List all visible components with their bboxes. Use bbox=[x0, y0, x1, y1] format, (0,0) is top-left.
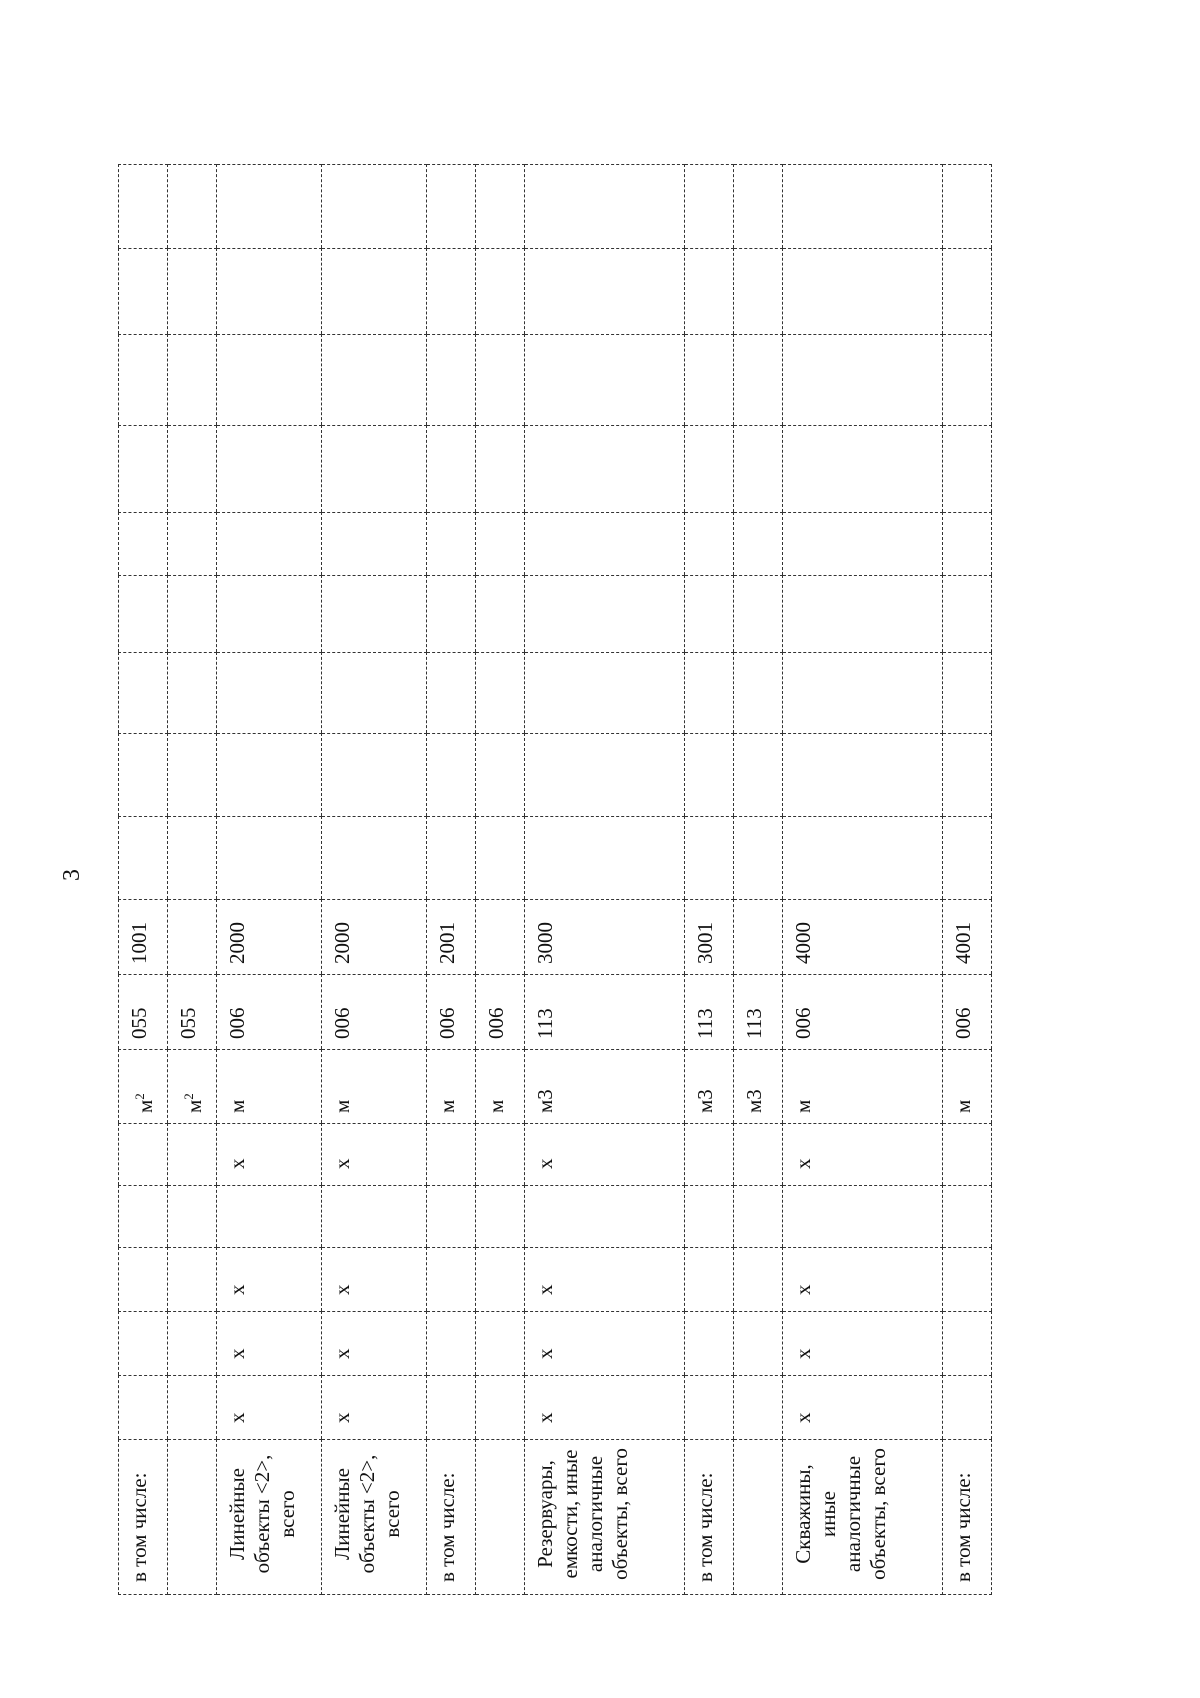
value-cell bbox=[525, 165, 685, 249]
unit-cell bbox=[168, 1050, 217, 1124]
value-cell bbox=[427, 249, 476, 335]
marker-cell bbox=[168, 1186, 217, 1248]
marker-cell bbox=[943, 1376, 992, 1440]
value-cell bbox=[734, 734, 783, 817]
value-cell bbox=[119, 426, 168, 513]
unit-cell bbox=[427, 1050, 476, 1124]
okei-code-cell: 006 bbox=[476, 975, 525, 1050]
unit-text: м bbox=[791, 1099, 815, 1113]
marker-cell bbox=[217, 1186, 322, 1248]
value-cell bbox=[427, 426, 476, 513]
marker-cell bbox=[168, 1248, 217, 1312]
unit-cell bbox=[943, 1050, 992, 1124]
value-cell bbox=[322, 653, 427, 734]
value-cell bbox=[217, 653, 322, 734]
line-code-cell: 1001 bbox=[119, 900, 168, 975]
marker-cell bbox=[943, 1312, 992, 1376]
value-cell bbox=[427, 335, 476, 426]
marker-cell bbox=[119, 1376, 168, 1440]
marker-cell: х bbox=[783, 1376, 943, 1440]
unit-cell bbox=[734, 1050, 783, 1124]
table-row bbox=[685, 165, 734, 1595]
rotated-table-container bbox=[118, 265, 996, 1595]
value-cell bbox=[217, 335, 322, 426]
value-cell bbox=[168, 653, 217, 734]
marker-cell bbox=[685, 1124, 734, 1186]
value-cell bbox=[783, 576, 943, 653]
row-name-cell bbox=[734, 1440, 783, 1595]
value-cell bbox=[217, 576, 322, 653]
value-cell bbox=[525, 335, 685, 426]
value-cell bbox=[685, 513, 734, 576]
unit-cell bbox=[476, 1050, 525, 1124]
marker-cell bbox=[322, 1186, 427, 1248]
value-cell bbox=[476, 335, 525, 426]
value-cell bbox=[783, 653, 943, 734]
line-code-cell: 2001 bbox=[427, 900, 476, 975]
marker-cell bbox=[525, 1186, 685, 1248]
value-cell bbox=[943, 249, 992, 335]
row-name-cell: в том числе: bbox=[943, 1440, 992, 1595]
value-cell bbox=[168, 513, 217, 576]
marker-cell bbox=[943, 1124, 992, 1186]
unit-text: м bbox=[133, 1099, 157, 1113]
unit-cell bbox=[119, 1050, 168, 1124]
marker-cell: х bbox=[525, 1376, 685, 1440]
value-cell bbox=[943, 576, 992, 653]
marker-cell bbox=[476, 1186, 525, 1248]
value-cell bbox=[525, 734, 685, 817]
row-name-cell bbox=[168, 1440, 217, 1595]
marker-cell bbox=[685, 1248, 734, 1312]
value-cell bbox=[476, 426, 525, 513]
value-cell bbox=[525, 249, 685, 335]
marker-cell bbox=[476, 1376, 525, 1440]
line-code-cell: 3000 bbox=[525, 900, 685, 975]
unit-cell bbox=[322, 1050, 427, 1124]
value-cell bbox=[734, 576, 783, 653]
value-cell bbox=[119, 513, 168, 576]
marker-cell: х bbox=[322, 1312, 427, 1376]
marker-cell bbox=[734, 1124, 783, 1186]
marker-cell bbox=[476, 1248, 525, 1312]
value-cell bbox=[783, 734, 943, 817]
unit-text: м bbox=[182, 1099, 206, 1113]
value-cell bbox=[119, 165, 168, 249]
value-cell bbox=[168, 576, 217, 653]
value-cell bbox=[476, 653, 525, 734]
value-cell bbox=[685, 576, 734, 653]
row-name-cell: в том числе: bbox=[119, 1440, 168, 1595]
value-cell bbox=[685, 335, 734, 426]
data-table bbox=[118, 164, 992, 1595]
value-cell bbox=[168, 249, 217, 335]
value-cell bbox=[476, 165, 525, 249]
value-cell bbox=[943, 817, 992, 900]
value-cell bbox=[217, 817, 322, 900]
value-cell bbox=[734, 426, 783, 513]
okei-code-cell: 006 bbox=[943, 975, 992, 1050]
marker-cell bbox=[685, 1376, 734, 1440]
line-code-cell: 3001 bbox=[685, 900, 734, 975]
value-cell bbox=[734, 653, 783, 734]
marker-cell bbox=[168, 1376, 217, 1440]
value-cell bbox=[525, 576, 685, 653]
marker-cell bbox=[427, 1376, 476, 1440]
unit-superscript: 2 bbox=[132, 1093, 147, 1100]
marker-cell bbox=[943, 1248, 992, 1312]
value-cell bbox=[476, 513, 525, 576]
marker-cell bbox=[427, 1312, 476, 1376]
value-cell bbox=[783, 165, 943, 249]
okei-code-cell: 006 bbox=[427, 975, 476, 1050]
value-cell bbox=[322, 426, 427, 513]
marker-cell: х bbox=[217, 1124, 322, 1186]
value-cell bbox=[943, 653, 992, 734]
marker-cell: х bbox=[322, 1124, 427, 1186]
unit-text: м bbox=[435, 1099, 459, 1113]
value-cell bbox=[119, 734, 168, 817]
value-cell bbox=[119, 576, 168, 653]
table-row bbox=[525, 165, 685, 1595]
value-cell bbox=[476, 734, 525, 817]
value-cell bbox=[943, 335, 992, 426]
marker-cell bbox=[119, 1186, 168, 1248]
value-cell bbox=[525, 653, 685, 734]
value-cell bbox=[476, 817, 525, 900]
marker-cell: х bbox=[783, 1124, 943, 1186]
table-body bbox=[119, 165, 992, 1595]
line-code-cell bbox=[734, 900, 783, 975]
value-cell bbox=[427, 513, 476, 576]
table-row bbox=[734, 165, 783, 1595]
marker-cell bbox=[168, 1312, 217, 1376]
value-cell bbox=[168, 817, 217, 900]
table-row bbox=[783, 165, 943, 1595]
value-cell bbox=[119, 817, 168, 900]
value-cell bbox=[168, 335, 217, 426]
line-code-cell: 2000 bbox=[217, 900, 322, 975]
row-name-cell: Скважины, иные аналогичные объекты, всего bbox=[783, 1440, 943, 1595]
okei-code-cell: 006 bbox=[783, 975, 943, 1050]
marker-cell bbox=[427, 1248, 476, 1312]
table-row bbox=[119, 165, 168, 1595]
marker-cell bbox=[168, 1124, 217, 1186]
marker-cell: х bbox=[322, 1248, 427, 1312]
value-cell bbox=[119, 653, 168, 734]
table-row bbox=[322, 165, 427, 1595]
marker-cell bbox=[943, 1186, 992, 1248]
value-cell bbox=[685, 734, 734, 817]
okei-code-cell: 055 bbox=[119, 975, 168, 1050]
value-cell bbox=[943, 426, 992, 513]
value-cell bbox=[685, 165, 734, 249]
value-cell bbox=[734, 165, 783, 249]
row-name-cell: Линейные объекты <2>, всего bbox=[217, 1440, 322, 1595]
marker-cell bbox=[734, 1186, 783, 1248]
unit-cell bbox=[217, 1050, 322, 1124]
value-cell bbox=[119, 249, 168, 335]
value-cell bbox=[685, 653, 734, 734]
marker-cell: х bbox=[783, 1312, 943, 1376]
unit-text: м bbox=[484, 1099, 508, 1113]
value-cell bbox=[322, 513, 427, 576]
value-cell bbox=[322, 249, 427, 335]
table-row bbox=[217, 165, 322, 1595]
value-cell bbox=[217, 513, 322, 576]
value-cell bbox=[943, 165, 992, 249]
value-cell bbox=[217, 249, 322, 335]
value-cell bbox=[322, 734, 427, 817]
marker-cell: х bbox=[217, 1248, 322, 1312]
marker-cell bbox=[476, 1124, 525, 1186]
value-cell bbox=[427, 734, 476, 817]
value-cell bbox=[476, 249, 525, 335]
marker-cell bbox=[734, 1312, 783, 1376]
table-row bbox=[427, 165, 476, 1595]
okei-code-cell: 055 bbox=[168, 975, 217, 1050]
value-cell bbox=[322, 165, 427, 249]
marker-cell: х bbox=[525, 1248, 685, 1312]
page-number: 3 bbox=[59, 869, 85, 881]
value-cell bbox=[168, 734, 217, 817]
value-cell bbox=[525, 426, 685, 513]
value-cell bbox=[427, 653, 476, 734]
value-cell bbox=[783, 817, 943, 900]
table-row bbox=[168, 165, 217, 1595]
unit-superscript: 2 bbox=[181, 1093, 196, 1100]
row-name-cell: Резервуары, емкости, иные аналогичные объекты, всего bbox=[525, 1440, 685, 1595]
line-code-cell bbox=[476, 900, 525, 975]
marker-cell bbox=[476, 1312, 525, 1376]
marker-cell bbox=[685, 1186, 734, 1248]
value-cell bbox=[685, 426, 734, 513]
marker-cell bbox=[734, 1248, 783, 1312]
value-cell bbox=[427, 165, 476, 249]
line-code-cell bbox=[168, 900, 217, 975]
value-cell bbox=[734, 335, 783, 426]
marker-cell bbox=[119, 1248, 168, 1312]
table-row bbox=[476, 165, 525, 1595]
value-cell bbox=[943, 734, 992, 817]
okei-code-cell: 006 bbox=[217, 975, 322, 1050]
value-cell bbox=[217, 734, 322, 817]
row-name-cell bbox=[476, 1440, 525, 1595]
value-cell bbox=[734, 817, 783, 900]
marker-cell: х bbox=[322, 1376, 427, 1440]
marker-cell bbox=[119, 1124, 168, 1186]
marker-cell: х bbox=[525, 1312, 685, 1376]
value-cell bbox=[943, 513, 992, 576]
value-cell bbox=[427, 576, 476, 653]
marker-cell: х bbox=[525, 1124, 685, 1186]
unit-cell bbox=[783, 1050, 943, 1124]
value-cell bbox=[217, 426, 322, 513]
value-cell bbox=[783, 513, 943, 576]
marker-cell bbox=[734, 1376, 783, 1440]
row-name-cell: в том числе: bbox=[427, 1440, 476, 1595]
table-frame bbox=[118, 265, 996, 1595]
unit-cell bbox=[525, 1050, 685, 1124]
unit-cell bbox=[685, 1050, 734, 1124]
marker-cell bbox=[685, 1312, 734, 1376]
value-cell bbox=[685, 817, 734, 900]
unit-text: м3 bbox=[533, 1089, 557, 1113]
marker-cell: х bbox=[217, 1376, 322, 1440]
table-row bbox=[943, 165, 992, 1595]
unit-text: м bbox=[951, 1099, 975, 1113]
marker-cell: х bbox=[783, 1248, 943, 1312]
unit-text: м bbox=[225, 1099, 249, 1113]
marker-cell bbox=[427, 1186, 476, 1248]
line-code-cell: 2000 bbox=[322, 900, 427, 975]
marker-cell bbox=[783, 1186, 943, 1248]
okei-code-cell: 006 bbox=[322, 975, 427, 1050]
value-cell bbox=[783, 426, 943, 513]
value-cell bbox=[783, 335, 943, 426]
okei-code-cell: 113 bbox=[525, 975, 685, 1050]
value-cell bbox=[525, 817, 685, 900]
unit-text: м bbox=[330, 1099, 354, 1113]
row-name-cell: Линейные объекты <2>, всего bbox=[322, 1440, 427, 1595]
value-cell bbox=[168, 165, 217, 249]
marker-cell bbox=[119, 1312, 168, 1376]
value-cell bbox=[476, 576, 525, 653]
value-cell bbox=[322, 335, 427, 426]
row-name-cell: в том числе: bbox=[685, 1440, 734, 1595]
value-cell bbox=[783, 249, 943, 335]
value-cell bbox=[685, 249, 734, 335]
value-cell bbox=[525, 513, 685, 576]
okei-code-cell: 113 bbox=[734, 975, 783, 1050]
value-cell bbox=[168, 426, 217, 513]
value-cell bbox=[427, 817, 476, 900]
value-cell bbox=[322, 576, 427, 653]
unit-text: м3 bbox=[742, 1089, 766, 1113]
marker-cell: х bbox=[217, 1312, 322, 1376]
line-code-cell: 4001 bbox=[943, 900, 992, 975]
value-cell bbox=[322, 817, 427, 900]
unit-text: м3 bbox=[693, 1089, 717, 1113]
marker-cell bbox=[427, 1124, 476, 1186]
line-code-cell: 4000 bbox=[783, 900, 943, 975]
okei-code-cell: 113 bbox=[685, 975, 734, 1050]
value-cell bbox=[217, 165, 322, 249]
value-cell bbox=[734, 249, 783, 335]
value-cell bbox=[119, 335, 168, 426]
value-cell bbox=[734, 513, 783, 576]
